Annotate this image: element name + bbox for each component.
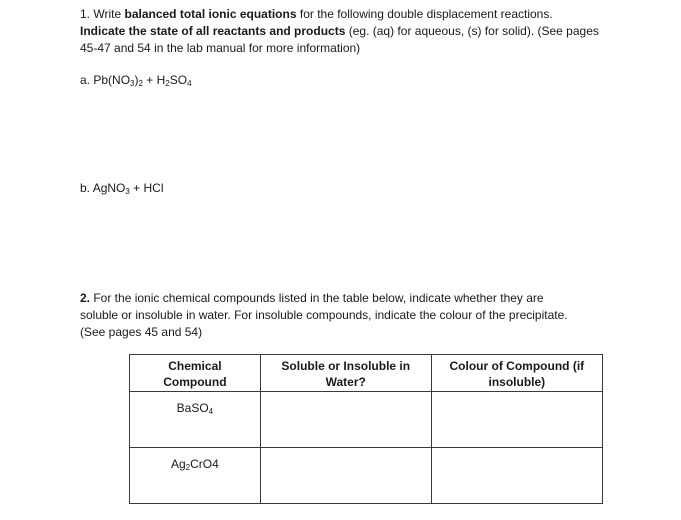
question-1-line-2 (80, 23, 620, 40)
question-1-line-1 (80, 6, 620, 23)
question-2-line-3: (See pages 45 and 54) (80, 325, 203, 339)
table-row (130, 392, 603, 448)
colour-cell[interactable] (431, 392, 602, 448)
compound-cell-ag2cro4: $Ag_2CrO4$ (130, 448, 261, 504)
question-2-line-2: soluble or insoluble in water. For insoluble compounds, indicate the colour of the precipitate. (80, 308, 568, 322)
question-1-number: 1. (80, 7, 91, 21)
reaction-b: b. AgNO$_3$ + HCl (80, 181, 164, 196)
reaction-b-label: b. (80, 181, 91, 195)
soluble-cell[interactable] (260, 448, 431, 504)
question-1-intro: Write (93, 7, 122, 21)
header-colour-of-compound: Colour of Compound (if insoluble) (431, 355, 602, 392)
header-chemical-compound: Chemical Compound (130, 355, 261, 392)
reaction-a: a. $Pb(NO_3)_2 + H_2SO_4$ (80, 73, 192, 88)
colour-cell[interactable] (431, 448, 602, 504)
question-1-mid-2: (eg. (aq) for aqueous, (s) for solid). (See pages (348, 24, 599, 38)
question-1 (80, 6, 620, 57)
compounds-table (129, 354, 603, 504)
question-1-emphasis-2: Indicate the state of all reactants and products (80, 24, 346, 38)
question-1-line-3: 45-47 and 54 in the lab manual for more information) (80, 41, 361, 55)
table-row (130, 448, 603, 504)
table-header-row (130, 355, 603, 392)
soluble-cell[interactable] (260, 392, 431, 448)
question-2-line-1: 2. For the ionic chemical compounds listed in the table below, indicate whether they are (80, 291, 544, 305)
question-1-mid-1: for the following double displacement reactions. (299, 7, 553, 21)
question-2 (80, 290, 620, 341)
header-soluble-insoluble: Soluble or Insoluble in Water? (260, 355, 431, 392)
question-1-emphasis-1: balanced total ionic equations (124, 7, 297, 21)
compound-cell-baso4: BaSO$_4$ (130, 392, 261, 448)
reaction-a-label: a. (80, 73, 91, 87)
